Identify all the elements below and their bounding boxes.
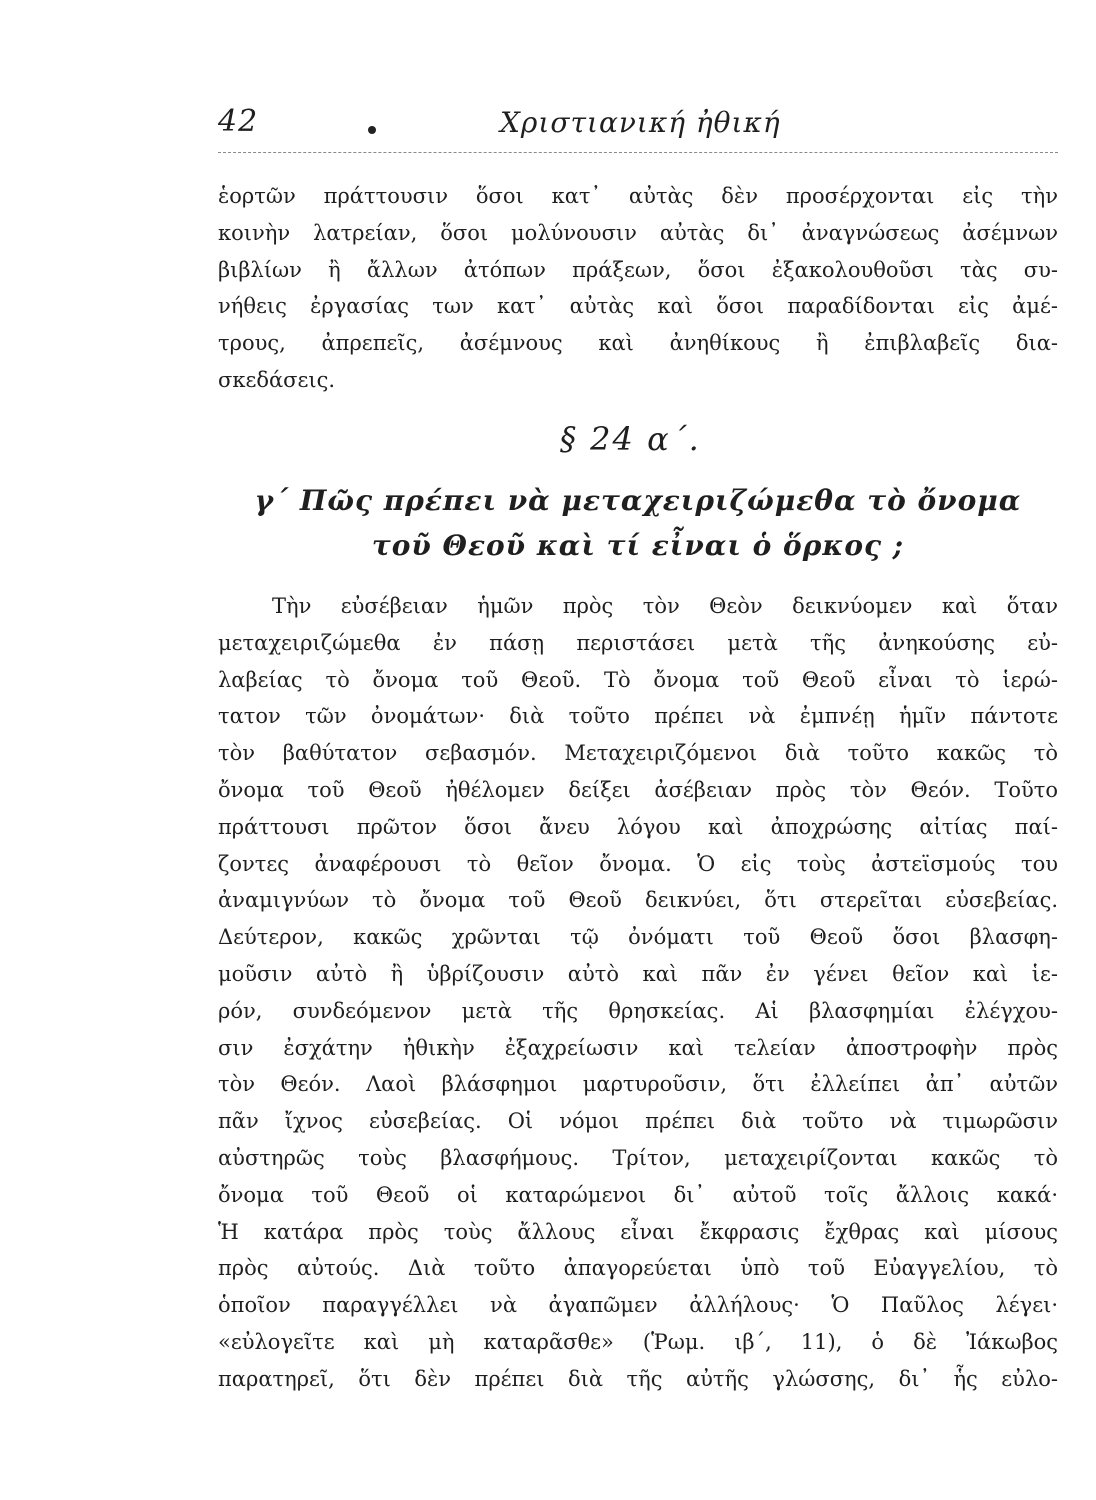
text-line: σκεδάσεις. bbox=[218, 367, 336, 392]
text-line: ζοντες ἀναφέρουσι τὸ θεῖον ὄνομα. Ὁ εἰς τοὺς ἀστεϊσμούς του bbox=[218, 851, 1058, 876]
text-line: ὄνομα τοῦ Θεοῦ οἱ καταρώμενοι δι᾽ αὐτοῦ τοῖς ἄλλοις κακά· bbox=[218, 1182, 1058, 1207]
page-header bbox=[218, 100, 1058, 148]
text-line: μοῦσιν αὐτὸ ἢ ὑβρίζουσιν αὐτὸ καὶ πᾶν ἐν γένει θεῖον καὶ ἱε- bbox=[218, 961, 1058, 986]
text-line: λαβείας τὸ ὄνομα τοῦ Θεοῦ. Τὸ ὄνομα τοῦ Θεοῦ εἶναι τὸ ἱερώ- bbox=[218, 667, 1058, 692]
header-divider bbox=[218, 152, 1058, 153]
text-line: ρόν, συνδεόμενον μετὰ τῆς θρησκείας. Αἱ βλασφημίαι ἐλέγχου- bbox=[218, 998, 1058, 1023]
text-line: πᾶν ἴχνος εὐσεβείας. Οἱ νόμοι πρέπει διὰ τοῦτο νὰ τιμωρῶσιν bbox=[218, 1109, 1058, 1134]
paragraph-2 bbox=[218, 588, 1058, 1398]
text-line: Δεύτερον, κακῶς χρῶνται τῷ ὀνόματι τοῦ Θεοῦ ὅσοι βλασφη- bbox=[218, 925, 1058, 950]
text-line: ἀναμιγνύων τὸ ὄνομα τοῦ Θεοῦ δεικνύει, ὅτι στερεῖται εὐσεβείας. bbox=[218, 888, 1058, 913]
text-line: νήθεις ἐργασίας των κατ᾽ αὐτὰς καὶ ὅσοι παραδίδονται εἰς ἀμέ- bbox=[218, 294, 1058, 319]
paragraph-1 bbox=[218, 178, 1058, 399]
text-line: Ἡ κατάρα πρὸς τοὺς ἄλλους εἶναι ἔκφρασις ἔχθρας καὶ μίσους bbox=[218, 1219, 1058, 1244]
text-line: ἑορτῶν πράττουσιν ὅσοι κατ᾽ αὐτὰς δὲν προσέρχονται εἰς τὴν bbox=[218, 184, 1058, 208]
section-heading-line-2: τοῦ Θεοῦ καὶ τί εἶναι ὁ ὅρκος ; bbox=[371, 529, 905, 562]
text-line: πράττουσι πρῶτον ὅσοι ἄνευ λόγου καὶ ἀποχρώσης αἰτίας παί- bbox=[218, 814, 1058, 839]
text-line: κοινὴν λατρείαν, ὅσοι μολύνουσιν αὐτὰς δι᾽ ἀναγνώσεως ἀσέμνων bbox=[218, 220, 1058, 245]
text-line: αὐστηρῶς τοὺς βλασφήμους. Τρίτον, μεταχειρίζονται κακῶς τὸ bbox=[218, 1145, 1058, 1170]
text-line: μεταχειριζώμεθα ἐν πάσῃ περιστάσει μετὰ τῆς ἀνηκούσης εὐ- bbox=[218, 630, 1058, 655]
text-line: τρους, ἀπρεπεῖς, ἀσέμνους καὶ ἀνηθίκους ἢ ἐπιβλαβεῖς δια- bbox=[218, 331, 1058, 356]
running-title: Χριστιανική ἠθική bbox=[500, 106, 781, 139]
text-line: βιβλίων ἢ ἄλλων ἀτόπων πράξεων, ὅσοι ἐξακολουθοῦσι τὰς συ- bbox=[218, 257, 1058, 282]
section-heading-line-1: γ΄ Πῶς πρέπει νὰ μεταχειριζώμεθα τὸ ὄνομα bbox=[254, 484, 1022, 517]
text-line: πρὸς αὐτούς. Διὰ τοῦτο ἀπαγορεύεται ὑπὸ τοῦ Εὐαγγελίου, τὸ bbox=[218, 1256, 1058, 1281]
text-line: ὁποῖον παραγγέλλει νὰ ἀγαπῶμεν ἀλλήλους· Ὁ Παῦλος λέγει· bbox=[218, 1293, 1058, 1318]
text-line: Τὴν εὐσέβειαν ἡμῶν πρὸς τὸν Θεὸν δεικνύομεν καὶ ὅταν bbox=[272, 594, 1058, 618]
text-line: παρατηρεῖ, ὅτι δὲν πρέπει διὰ τῆς αὐτῆς γλώσσης, δι᾽ ἧς εὐλο- bbox=[218, 1366, 1058, 1391]
text-line: τὸν βαθύτατον σεβασμόν. Μεταχειριζόμενοι διὰ τοῦτο κακῶς τὸ bbox=[218, 741, 1058, 766]
text-line: «εὐλογεῖτε καὶ μὴ καταρᾶσθε» (Ῥωμ. ιβ΄, 11), ὁ δὲ Ἰάκωβος bbox=[218, 1329, 1058, 1354]
text-line: ὄνομα τοῦ Θεοῦ ἠθέλομεν δείξει ἀσέβειαν πρὸς τὸν Θεόν. Τοῦτο bbox=[218, 777, 1058, 802]
text-line: τατον τῶν ὀνομάτων· διὰ τοῦτο πρέπει νὰ ἐμπνέῃ ἡμῖν πάντοτε bbox=[218, 704, 1058, 729]
header-bullet bbox=[368, 126, 376, 134]
text-line: τὸν Θεόν. Λαοὶ βλάσφημοι μαρτυροῦσιν, ὅτι ἐλλείπει ἀπ᾽ αὐτῶν bbox=[218, 1072, 1058, 1097]
text-line: σιν ἐσχάτην ἠθικὴν ἐξαχρείωσιν καὶ τελείαν ἀποστροφὴν πρὸς bbox=[218, 1035, 1058, 1060]
page-number: 42 bbox=[218, 104, 259, 139]
section-number: § 24 α΄. bbox=[560, 420, 701, 458]
